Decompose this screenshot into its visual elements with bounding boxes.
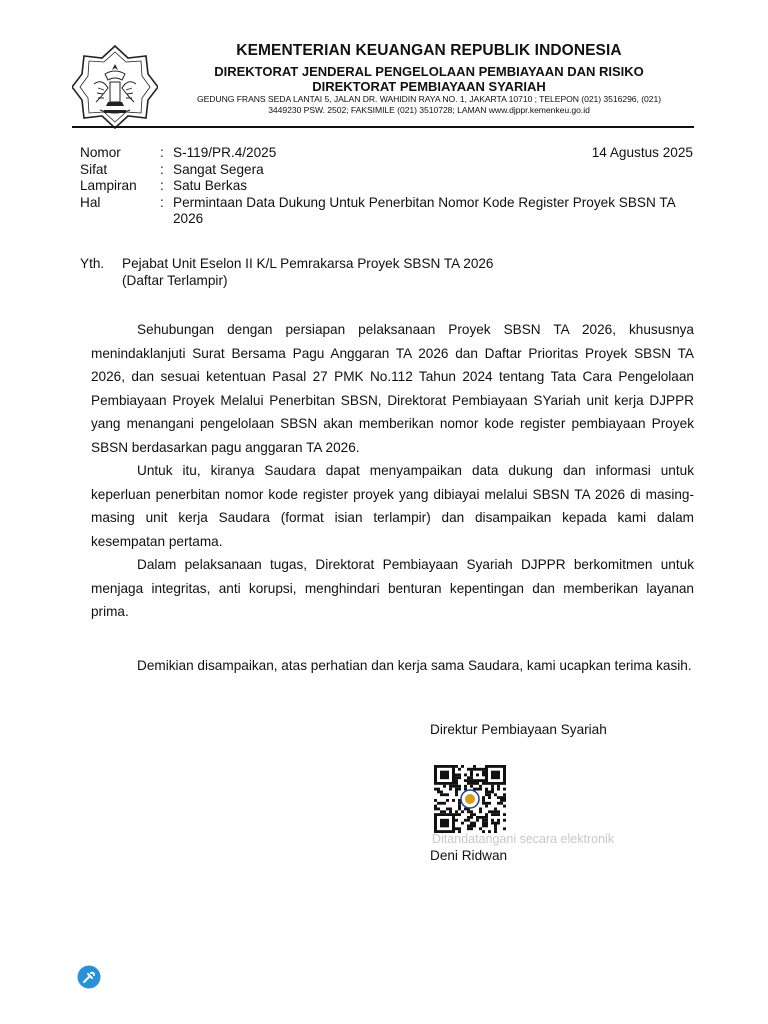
recipient-line-1: Pejabat Unit Eselon II K/L Pemrakarsa Proyek SBSN TA 2026 <box>122 256 494 271</box>
letter-date: 14 Agustus 2025 <box>591 145 693 160</box>
letterhead-directorate-general: DIREKTORAT JENDERAL PENGELOLAAN PEMBIAYAAN DAN RISIKO <box>214 64 644 79</box>
body-paragraph-3: Dalam pelaksanaan tugas, Direktorat Pembiayaan Syariah DJPPR berkomitmen untuk menjaga integritas, anti korupsi, menghindari benturan kepentingan dan memberikan layanan prima. <box>91 557 694 619</box>
share-icon[interactable] <box>77 965 101 989</box>
recipient-lines <box>122 256 494 289</box>
meta-sifat <box>80 162 685 179</box>
meta-hal <box>80 195 685 228</box>
paragraph-gap <box>91 624 694 654</box>
letterhead-directorate: DIREKTORAT PEMBIAYAAN SYARIAH <box>312 79 546 94</box>
meta-value: Permintaan Data Dukung Untuk Penerbitan Nomor Kode Register Proyek SBSN TA 2026 <box>173 194 675 226</box>
meta-colon: : <box>160 145 164 160</box>
signature-title: Direktur Pembiayaan Syariah <box>430 722 607 737</box>
meta-label: Lampiran <box>80 178 137 193</box>
meta-value: Sangat Segera <box>173 161 264 177</box>
body-paragraph-4: Demikian disampaikan, atas perhatian dan kerja sama Saudara, kami ucapkan terima kasih. <box>137 657 692 673</box>
electronic-signature-note: Ditandatangani secara elektronik <box>432 832 615 846</box>
body-paragraph-1: Sehubungan dengan persiapan pelaksanaan Proyek SBSN TA 2026, khususnya menindaklanjuti Surat Bersama Pagu Anggaran TA 2026 dan Daftar Prioritas Proyek SBSN TA 2026, dan sesuai ketentuan Pasal 27 PMK No.112 Tahun 2024 tentang Tata Cara Pengelolaan Pembiayaan Proyek Melalui Penerbitan SBSN, Direktorat Pembiayaan SYariah unit kerja DJPPR yang menangani pengelolaan SBSN akan memberikan nomor kode register pembiayaan Proyek SBSN berdasarkan pagu anggaran TA 2026. <box>91 322 694 455</box>
meta-value: S-119/PR.4/2025 <box>173 145 277 160</box>
body-paragraph-2: Untuk itu, kiranya Saudara dapat menyampaikan data dukung dan informasi untuk keperluan penerbitan nomor kode register proyek yang dibiayai melalui SBSN TA 2026 di masing-masing unit kerja Saudara (format isian terlampir) dan disampaikan kepada kami dalam kesempatan pertama. <box>91 463 694 549</box>
meta-colon: : <box>160 178 164 193</box>
meta-label: Sifat <box>80 161 108 177</box>
letterhead-divider <box>72 126 694 128</box>
qr-code-icon <box>434 765 506 833</box>
meta-lampiran <box>80 178 685 195</box>
address-line-1: GEDUNG FRANS SEDA LANTAI 5, JALAN DR. WAHIDIN RAYA NO. 1, JAKARTA 10710 ; TELEPON (021) 3516296, (021) <box>196 94 662 104</box>
letter-body <box>91 318 694 677</box>
meta-label: Hal <box>80 194 101 210</box>
letterhead-address <box>165 94 693 116</box>
recipient-block <box>80 256 494 289</box>
meta-colon: : <box>160 194 164 210</box>
meta-colon: : <box>160 161 164 177</box>
address-line-2: 3449230 PSW. 2502; FAKSIMILE (021) 3510728; LAMAN www.djppr.kemenkeu.go.id <box>268 105 590 115</box>
recipient-line-2: (Daftar Terlampir) <box>122 272 228 288</box>
signer-name: Deni Ridwan <box>430 848 508 863</box>
recipient-label: Yth. <box>80 256 105 271</box>
letterhead-ministry: KEMENTERIAN KEUANGAN REPUBLIK INDONESIA <box>236 42 622 59</box>
ministry-emblem-icon <box>72 44 158 130</box>
meta-value: Satu Berkas <box>173 178 248 193</box>
meta-label: Nomor <box>80 145 121 160</box>
